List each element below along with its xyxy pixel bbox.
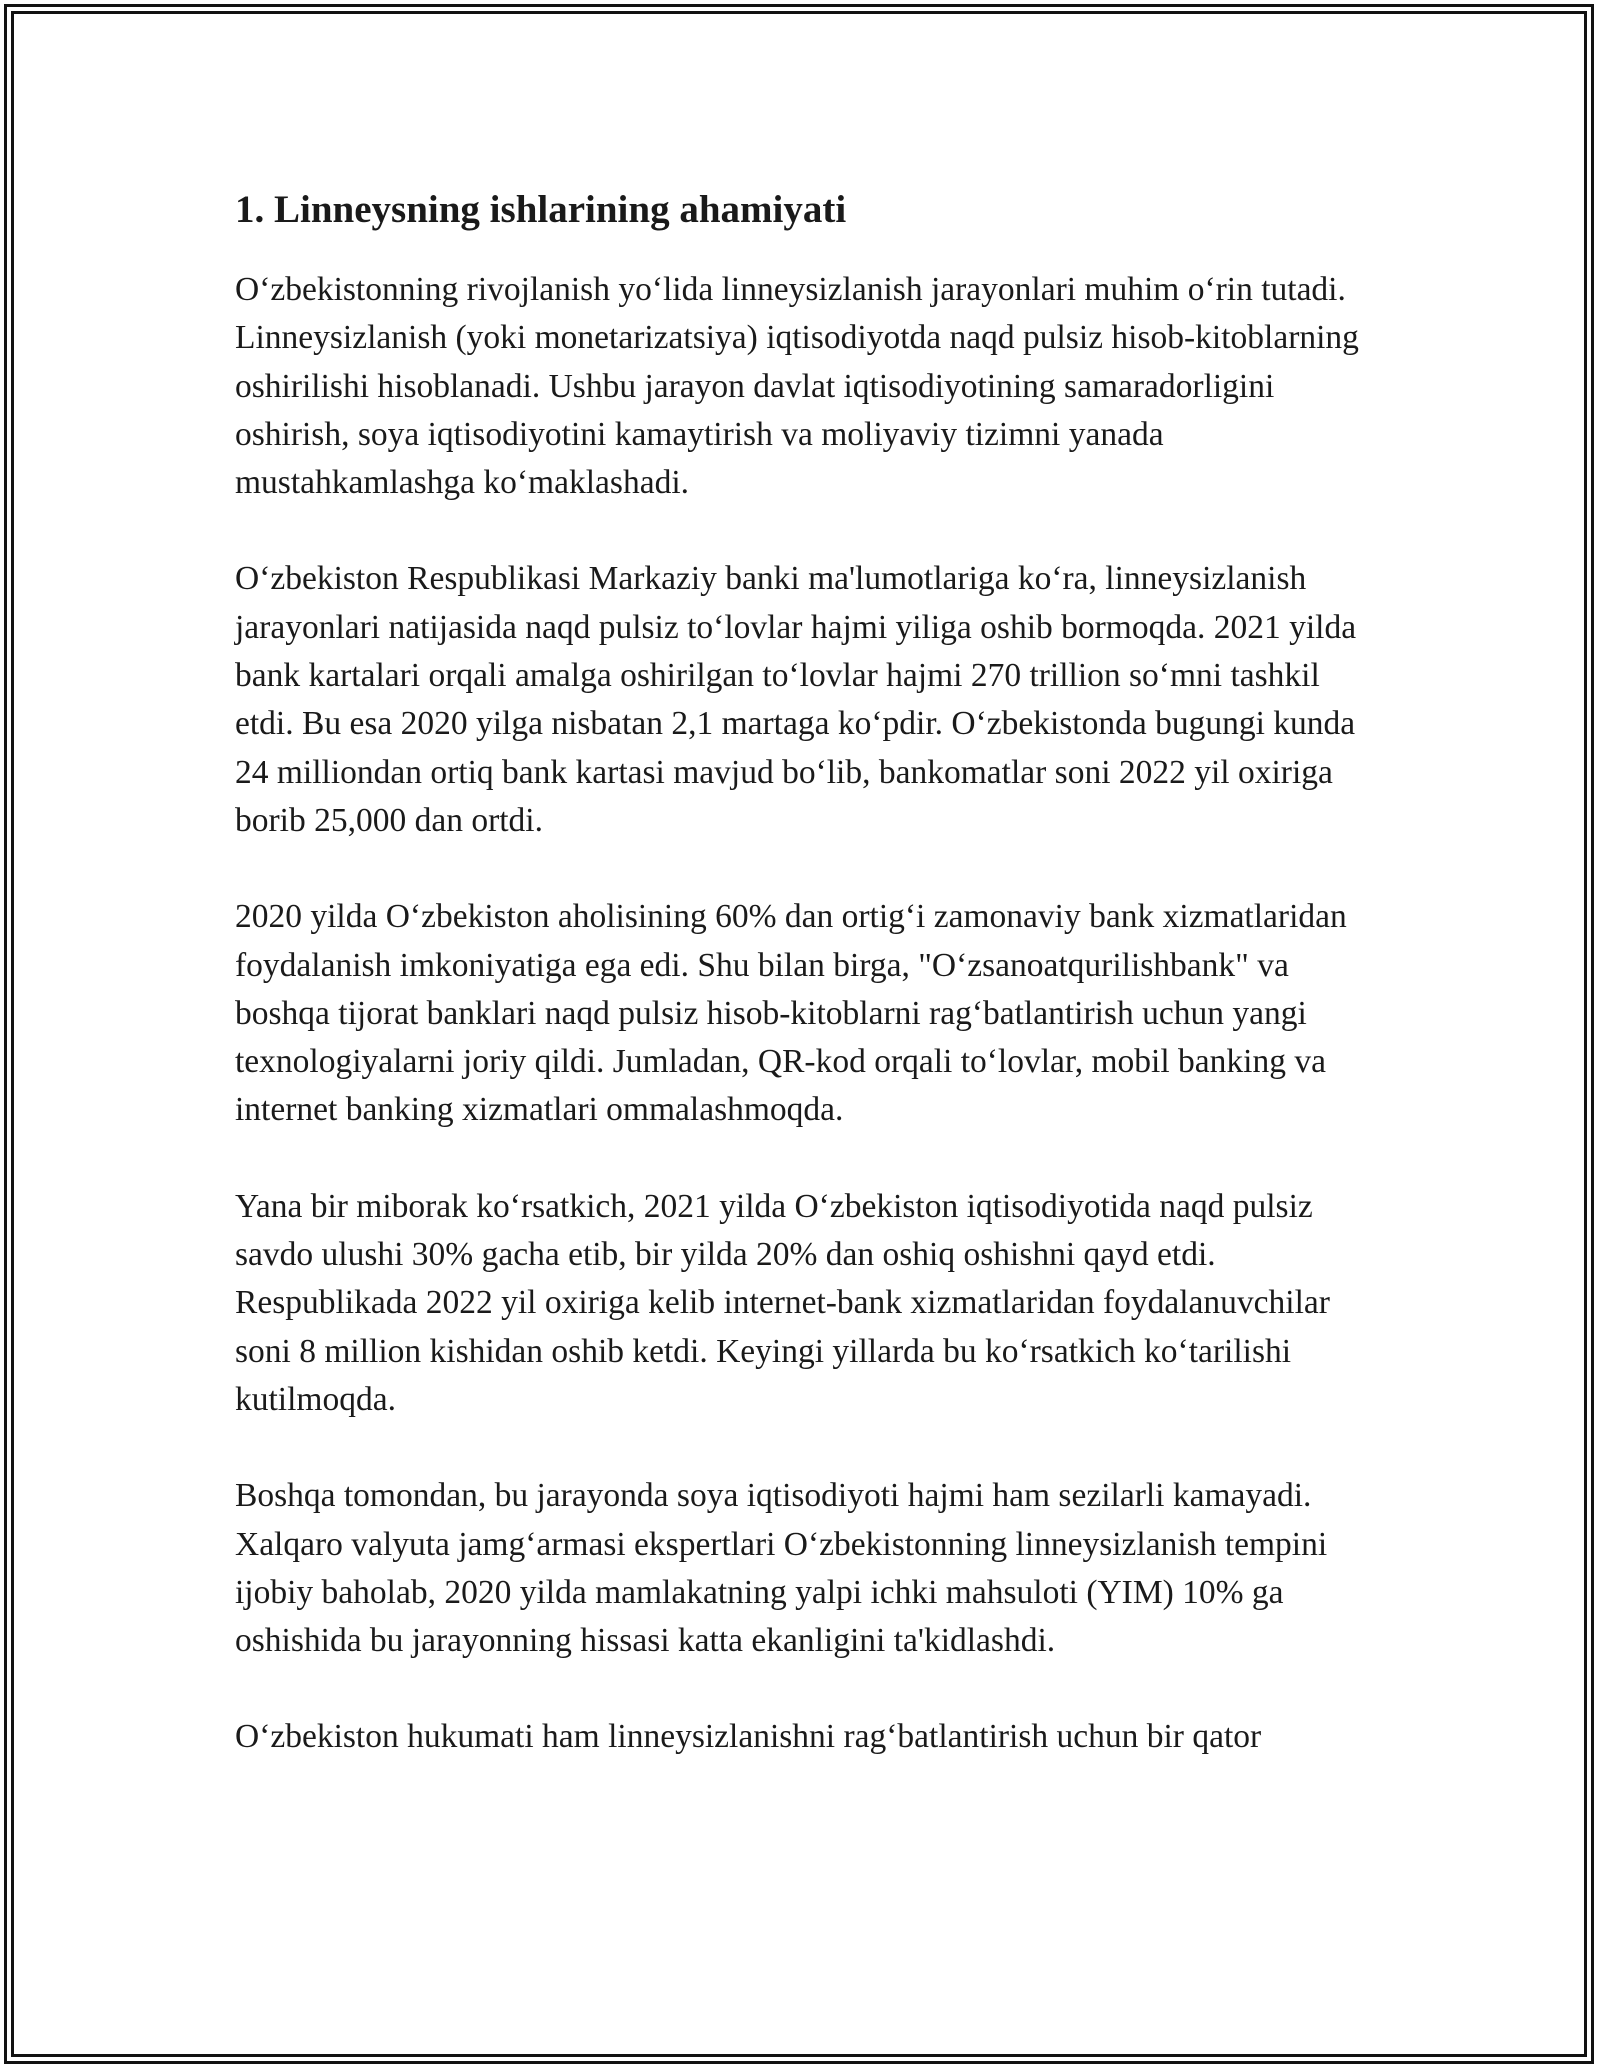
document-page (235, 188, 1385, 1810)
section-heading: 1. Linneysning ishlarining ahamiyati (235, 188, 847, 231)
paragraph-5: Boshqa tomondan, bu jarayonda soya iqtisodiyoti hajmi ham sezilarli kamayadi. Xalqaro valyuta jamg‘armasi ekspertlari O‘zbekistonning linneysizlanish tempini ijobiy baholab, 2020 yilda mamlakatning yalpi ichki mahsuloti (YIM) 10% ga oshishida bu jarayonning hissasi katta ekanligini ta'kidlashdi. (235, 1477, 1328, 1660)
paragraph-2: O‘zbekiston Respublikasi Markaziy banki ma'lumotlariga ko‘ra, linneysizlanish jarayonlari natijasida naqd pulsiz to‘lovlar hajmi yiliga oshib bormoqda. 2021 yilda bank kartalari orqali amalga oshirilgan to‘lovlar hajmi 270 trillion so‘mni tashkil etdi. Bu esa 2020 yilga nisbatan 2,1 martaga ko‘pdir. O‘zbekistonda bugungi kunda 24 milliondan ortiq bank kartasi mavjud bo‘lib, bankomatlar soni 2022 yil oxiriga borib 25,000 dan ortdi. (235, 560, 1357, 839)
paragraph-4: Yana bir miborak ko‘rsatkich, 2021 yilda O‘zbekiston iqtisodiyotida naqd pulsiz savdo ulushi 30% gacha etib, bir yilda 20% dan oshiq oshishni qayd etdi. Respublikada 2022 yil oxiriga kelib internet-bank xizmatlaridan foydalanuvchilar soni 8 million kishidan oshib ketdi. Keyingi yillarda bu ko‘rsatkich ko‘tarilishi kutilmoqda. (235, 1187, 1330, 1418)
paragraph-3: 2020 yilda O‘zbekiston aholisining 60% dan ortig‘i zamonaviy bank xizmatlaridan foydalanish imkoniyatiga ega edi. Shu bilan birga, "O‘zsanoatqurilishbank" va boshqa tijorat banklari naqd pulsiz hisob-kitoblarni rag‘batlantirish uchun yangi texnologiyalarni joriy qildi. Jumladan, QR-kod orqali to‘lovlar, mobil banking va internet banking xizmatlari ommalashmoqda. (235, 898, 1347, 1129)
paragraph-6: O‘zbekiston hukumati ham linneysizlanishni rag‘batlantirish uchun bir qator (235, 1718, 1262, 1756)
paragraph-1: O‘zbekistonning rivojlanish yo‘lida linneysizlanish jarayonlari muhim o‘rin tutadi. Linneysizlanish (yoki monetarizatsiya) iqtisodiyotda naqd pulsiz hisob-kitoblarning oshirilishi hisoblanadi. Ushbu jarayon davlat iqtisodiyotining samaradorligini oshirish, soya iqtisodiyotini kamaytirish va moliyaviy tizimni yanada mustahkamlashga ko‘maklashadi. (235, 271, 1359, 502)
